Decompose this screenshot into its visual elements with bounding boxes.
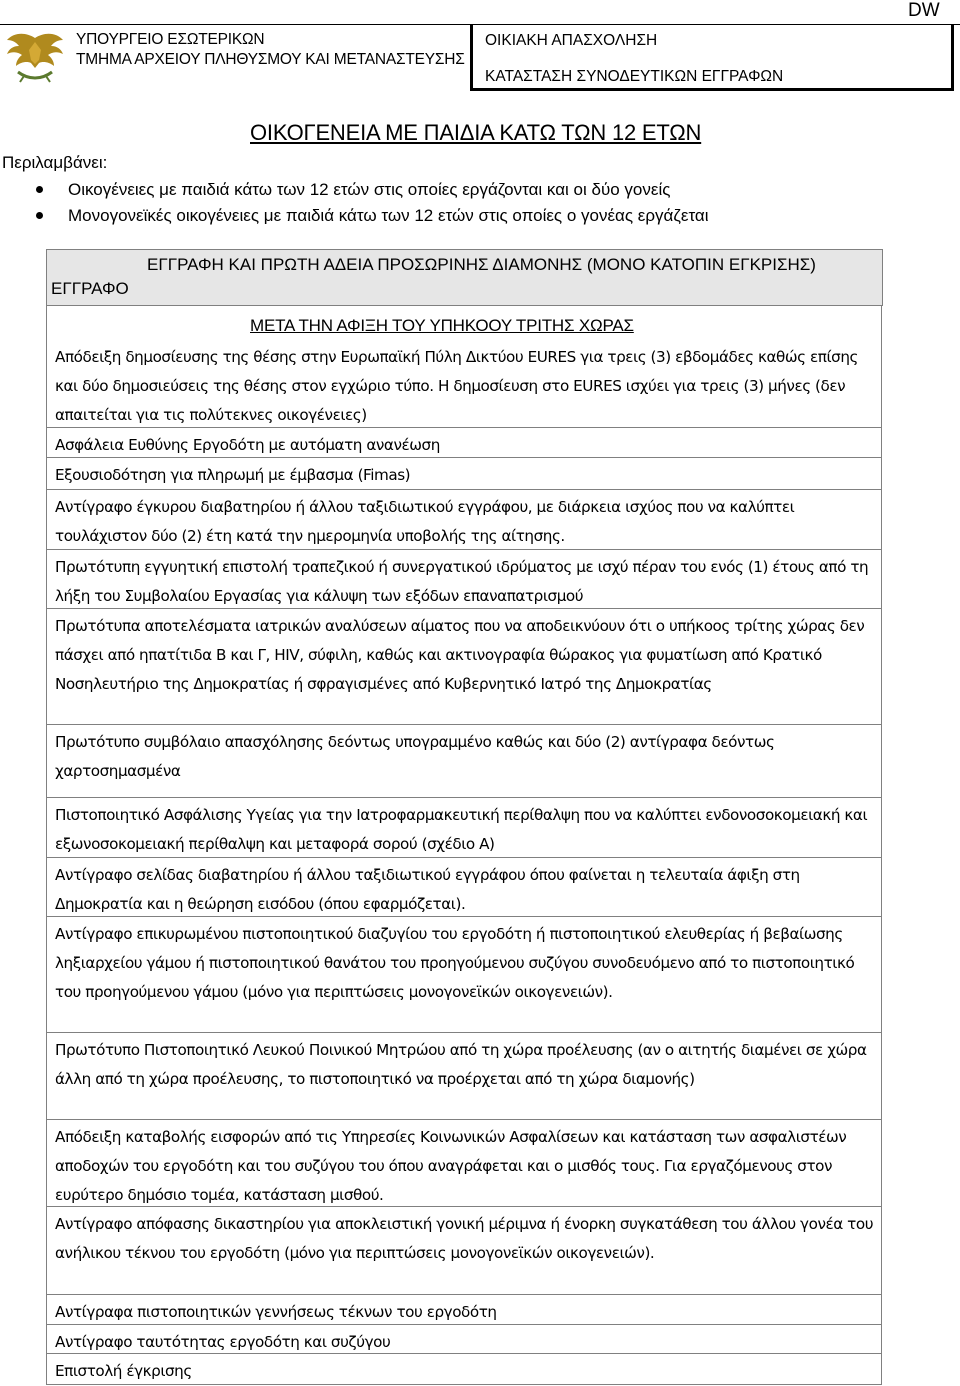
page-title: ΟΙΚΟΓΕΝΕΙΑ ΜΕ ΠΑΙΔΙΑ ΚΑΤΩ ΤΩΝ 12 ΕΤΩΝ [250, 120, 702, 145]
requirement-row: Αντίγραφο απόφασης δικαστηρίου για αποκλειστική γονική μέριμνα ή ένορκη συγκατάθεση του άλλου γονέα του ανήλικου τέκνου του εργοδότη (μόνο για περιπτώσεις μονογονεϊκών οικογενειών). [46, 1207, 882, 1295]
document-code: DW [908, 0, 940, 21]
requirement-row: Αντίγραφο ταυτότητας εργοδότη και συζύγου [46, 1325, 882, 1354]
table-right-rule [881, 306, 882, 341]
table-left-rule [46, 306, 47, 341]
requirement-row: Πρωτότυπα αποτελέσματα ιατρικών αναλύσεων αίματος που να αποδεικνύουν ότι ο υπήκοος τρίτης χώρας δεν πάσχει από ηπατίτιδα Β και Γ, HIV, σύφιλη, καθώς και ακτινογραφία θώρακος για φυματίωση από Κρατικό Νοσηλευτήριο της Δημοκρατίας ή σφραγισμένες από Κυβερνητικό Ιατρό της Δημοκρατίας [46, 609, 882, 725]
ministry-line-2: ΤΜΗΜΑ ΑΡΧΕΙΟΥ ΠΛΗΘΥΣΜΟΥ ΚΑΙ ΜΕΤΑΝΑΣΤΕΥΣΗΣ [76, 51, 465, 68]
category-subtitle: ΚΑΤΑΣΤΑΣΗ ΣΥΝΟΔΕΥΤΙΚΩΝ ΕΓΓΡΑΦΩΝ [485, 68, 784, 85]
document-header-row [46, 249, 883, 306]
ministry-line-1: ΥΠΟΥΡΓΕΙΟ ΕΣΩΤΕΡΙΚΩΝ [76, 31, 265, 48]
category-title: ΟΙΚΙΑΚΗ ΑΠΑΣΧΟΛΗΣΗ [485, 32, 658, 49]
includes-label: Περιλαμβάνει: [2, 153, 108, 172]
requirements-table [46, 340, 882, 1385]
requirement-row: Αντίγραφο σελίδας διαβατηρίου ή άλλου ταξιδιωτικού εγγράφου όπου φαίνεται η τελευταία άφιξη στη Δημοκρατία και η θεώρηση εισόδου (όπου εφαρμόζεται). [46, 858, 882, 917]
requirement-row: Αντίγραφο επικυρωμένου πιστοποιητικού διαζυγίου του εργοδότη ή πιστοποιητικού ελευθερίας ή βεβαίωσης ληξιαρχείου γάμου ή πιστοποιητικού θανάτου του προηγούμενου συζύγου συνοδευόμενο από το πιστοποιητικό του προηγούμενου γάμου (μόνο για περιπτώσεις μονογονεϊκών οικογενειών). [46, 917, 882, 1033]
requirement-row: Πρωτότυπο συμβόλαιο απασχόλησης δεόντως υπογραμμένο καθώς και δύο (2) αντίγραφα δεόντως χαρτοσημασμένα [46, 725, 882, 798]
registration-entry: ΕΓΓΡΑΦΗ ΚΑΙ ΠΡΩΤΗ ΑΔΕΙΑ ΠΡΟΣΩΡΙΝΗΣ ΔΙΑΜΟΝΗΣ (ΜΟΝΟ ΚΑΤΟΠΙΝ ΕΓΚΡΙΣΗΣ) [147, 255, 816, 274]
category-box [470, 24, 954, 91]
requirement-row: Εξουσιοδότηση για πληρωμή με έμβασμα (Fimas) [46, 458, 882, 490]
requirement-row: Απόδειξη καταβολής εισφορών από τις Υπηρεσίες Κοινωνικών Ασφαλίσεων και κατάσταση των ασφαλιστέων αποδοχών του εργοδότη και του συζύγου του όπου αναγράφεται και ο μισθός τους. Για εργαζόμενους στον ευρύτερο δημόσιο τομέα, κατάσταση μισθού. [46, 1120, 882, 1207]
requirement-row: Αντίγραφα πιστοποιητικών γεννήσεως τέκνων του εργοδότη [46, 1295, 882, 1325]
ministry-name [76, 30, 465, 70]
coat-of-arms-icon [4, 28, 66, 86]
requirement-row: Ασφάλεια Ευθύνης Εργοδότη με αυτόματη ανανέωση [46, 428, 882, 458]
requirement-row: Πρωτότυπο Πιστοποιητικό Λευκού Ποινικού Μητρώου από τη χώρα προέλευσης (αν ο αιτητής διαμένει σε χώρα άλλη από τη χώρα προέλευσης, το πιστοποιητικό να προέρχεται από τη χώρα διαμονής) [46, 1033, 882, 1120]
requirement-row: Πιστοποιητικό Ασφάλισης Υγείας για την Ιατροφαρμακευτική περίθαλψη που να καλύπτει ενδονοσοκομειακή και εξωνοσοκομειακή περίθαλψη και μεταφορά σορού (σχέδιο Α) [46, 798, 882, 858]
requirement-row: Πρωτότυπη εγγυητική επιστολή τραπεζικού ή συνεργατικού ιδρύματος με ισχύ πέραν του ενός (1) έτους από τη λήξη του Συμβολαίου Εργασίας για κάλυψη των εξόδων επαναπατρισμού [46, 550, 882, 609]
requirement-row: Επιστολή έγκρισης [46, 1354, 882, 1385]
requirement-row: Αντίγραφο έγκυρου διαβατηρίου ή άλλου ταξιδιωτικού εγγράφου, με διάρκεια ισχύος που να καλύπτει τουλάχιστον δύο (2) έτη κατά την ημερομηνία υποβολής της αίτησης. [46, 490, 882, 550]
includes-item: Μονογονεϊκές οικογένειες με παιδιά κάτω των 12 ετών στις οποίες ο γονέας εργάζεται [0, 203, 709, 229]
requirement-row: Απόδειξη δημοσίευσης της θέσης στην Ευρωπαϊκή Πύλη Δικτύου EURES για τρεις (3) εβδομάδες καθώς επίσης και δύο δημοσιεύσεις της θέσης στον εγχώριο τύπο. Η δημοσίευση στο EURES ισχύει για τρεις (3) μήνες (δεν απαιτείται για τις πολύτεκνες οικογένειες) [46, 340, 882, 428]
includes-item: Οικογένειες με παιδιά κάτω των 12 ετών στις οποίες εργάζονται και οι δύο γονείς [0, 177, 709, 203]
after-arrival-heading: ΜΕΤΑ ΤΗΝ ΑΦΙΞΗ ΤΟΥ ΥΠΗΚΟΟΥ ΤΡΙΤΗΣ ΧΩΡΑΣ [250, 316, 634, 335]
document-label: ΕΓΓΡΑΦΟ [51, 279, 129, 298]
includes-list [0, 177, 709, 229]
